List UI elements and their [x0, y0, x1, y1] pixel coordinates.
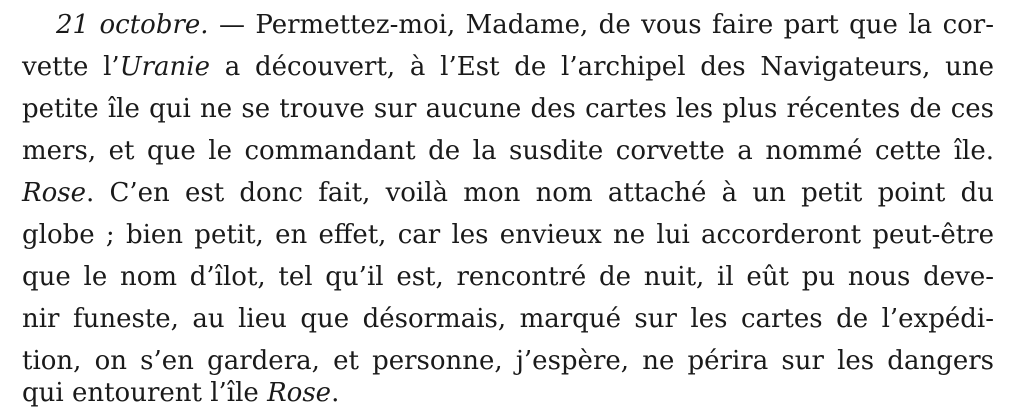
text-line-8: nir funeste, au lieu que désormais, marqué sur les cartes de l’expédi-: [22, 304, 994, 334]
line-10-text-a: qui entourent l’île: [22, 378, 268, 408]
date-label: 21 octobre.: [56, 10, 209, 40]
ship-name-uranie: Uranie: [119, 52, 210, 82]
line-10-text-b: .: [331, 378, 340, 408]
line-1-text: — Permettez-moi, Madame, de vous faire part que la cor-: [208, 10, 994, 40]
line-2-text-b: a découvert, à l’Est de l’archipel des Navigateurs, une: [209, 52, 995, 82]
text-line-2: [22, 50, 994, 84]
text-line-1: [56, 8, 994, 42]
text-line-4: mers, et que le commandant de la susdite corvette a nommé cette île.: [22, 136, 994, 166]
text-line-6: globe ; bien petit, en effet, car les envieux ne lui accorderont peut-être: [22, 220, 994, 250]
text-line-5: [22, 176, 994, 210]
text-line-7: que le nom d’îlot, tel qu’il est, rencontré de nuit, il eût pu nous deve-: [22, 262, 994, 292]
line-5-text: . C’en est donc fait, voilà mon nom attaché à un petit point du: [85, 178, 994, 208]
text-line-3: petite île qui ne se trouve sur aucune des cartes les plus récentes de ces: [22, 94, 994, 124]
island-name-rose-2: Rose: [267, 378, 332, 408]
line-2-text-a: vette l’: [22, 52, 120, 82]
text-line-10: [22, 376, 994, 410]
island-name-rose: Rose: [22, 178, 86, 208]
text-line-9: tion, on s’en gardera, et personne, j’espère, ne périra sur les dangers: [22, 346, 994, 376]
